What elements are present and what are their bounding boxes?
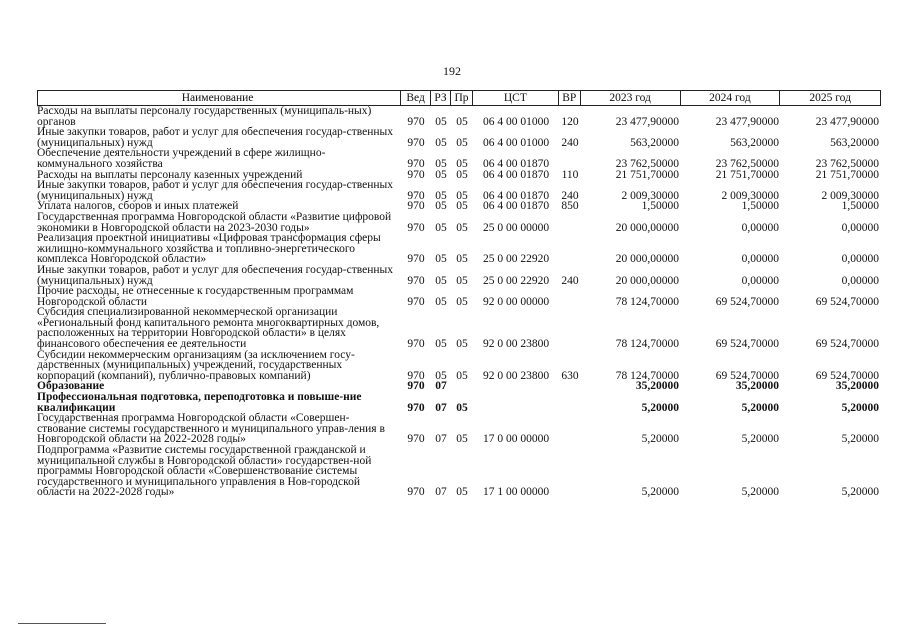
table-row bbox=[37, 180, 881, 201]
cell-name: Государственная программа Новгородской области «Развитие цифровой экономики в Новгородской области на 2023-2030 годы» bbox=[37, 210, 392, 234]
cell-y2025: 21 751,70000 bbox=[815, 168, 879, 181]
cell-y2024: 0,00000 bbox=[741, 253, 779, 266]
cell-pr: 05 bbox=[456, 338, 468, 351]
cell-y2023: 23 762,50000 bbox=[615, 157, 679, 170]
cell-y2024: 23 477,90000 bbox=[715, 115, 779, 128]
header-vr: ВР bbox=[559, 91, 581, 105]
cell-vr: 240 bbox=[561, 189, 579, 202]
cell-name: Расходы на выплаты персоналу государственных (муниципаль-ных) органов bbox=[37, 105, 372, 128]
cell-name: Субсидия специализированной некоммерческой организации «Региональный фонд капитального ремонта многоквартирных домов, расположенных на территории Новгородской области» в целях финансового обеспечения ее деятельности bbox=[37, 306, 380, 351]
cell-y2025: 5,20000 bbox=[841, 486, 879, 499]
header-rz: РЗ bbox=[431, 91, 451, 105]
header-name: Наименование bbox=[38, 91, 401, 105]
cell-cst: 06 4 00 01870 bbox=[482, 168, 550, 181]
table-row bbox=[37, 106, 881, 127]
cell-pr: 05 bbox=[456, 189, 468, 202]
cell-name: Иные закупки товаров, работ и услуг для обеспечения государ-ственных (муниципальных) нужд bbox=[37, 263, 394, 287]
header-2024: 2024 год bbox=[681, 91, 781, 105]
cell-y2023: 20 000,00000 bbox=[615, 221, 679, 234]
cell-pr: 05 bbox=[456, 274, 468, 287]
cell-y2025: 69 524,70000 bbox=[815, 369, 879, 382]
header-2025: 2025 год bbox=[809, 92, 851, 104]
cell-pr: 05 bbox=[456, 115, 468, 128]
cell-y2023: 35,20000 bbox=[635, 380, 679, 393]
cell-ved: 970 bbox=[407, 200, 425, 213]
cell-name: Иные закупки товаров, работ и услуг для обеспечения государ-ственных (муниципальных) нужд bbox=[37, 179, 394, 202]
cell-pr: 05 bbox=[456, 136, 468, 149]
cell-ved: 970 bbox=[407, 168, 425, 181]
cell-cst: 06 4 00 01870 bbox=[482, 157, 550, 170]
footnote-divider bbox=[18, 623, 106, 624]
cell-ved: 970 bbox=[407, 136, 425, 149]
cell-name: Профессиональная подготовка, переподготовка и повыше-ние квалификации bbox=[37, 391, 362, 414]
cell-cst: 92 0 00 00000 bbox=[482, 295, 550, 308]
cell-rz: 05 bbox=[435, 136, 447, 149]
cell-vr: 240 bbox=[561, 136, 579, 149]
cell-pr: 05 bbox=[456, 200, 468, 213]
cell-y2024: 2 009,30000 bbox=[721, 189, 779, 202]
cell-y2025: 23 762,50000 bbox=[815, 157, 879, 170]
cell-cst: 17 1 00 00000 bbox=[482, 486, 550, 499]
table-row bbox=[37, 307, 881, 349]
cell-name: Обеспечение деятельности учреждений в сфере жилищно-коммунального хозяйства bbox=[37, 147, 326, 170]
table-row bbox=[37, 286, 881, 307]
cell-y2023: 21 751,70000 bbox=[615, 168, 679, 181]
table-row bbox=[37, 445, 881, 498]
cell-y2024: 23 762,50000 bbox=[715, 157, 779, 170]
table-row bbox=[37, 212, 881, 233]
cell-rz: 05 bbox=[435, 274, 447, 287]
cell-pr: 05 bbox=[456, 433, 468, 446]
table-row bbox=[37, 392, 881, 413]
cell-y2025: 0,00000 bbox=[841, 274, 879, 287]
cell-cst: 25 0 00 00000 bbox=[482, 221, 550, 234]
cell-y2024: 0,00000 bbox=[741, 221, 779, 234]
cell-vr: 120 bbox=[561, 115, 579, 128]
cell-y2024: 5,20000 bbox=[741, 433, 779, 446]
cell-ved: 970 bbox=[407, 189, 425, 202]
cell-cst: 25 0 00 22920 bbox=[482, 253, 550, 266]
table-row bbox=[37, 148, 881, 169]
cell-rz: 05 bbox=[435, 369, 447, 382]
cell-rz: 07 bbox=[435, 380, 447, 393]
cell-ved: 970 bbox=[407, 274, 425, 287]
cell-y2024: 5,20000 bbox=[741, 486, 779, 499]
cell-rz: 07 bbox=[435, 401, 447, 414]
cell-y2024: 21 751,70000 bbox=[715, 168, 779, 181]
cell-name: Иные закупки товаров, работ и услуг для обеспечения государ-ственных (муниципальных) нужд bbox=[37, 126, 394, 149]
cell-rz: 05 bbox=[435, 221, 447, 234]
cell-cst: 06 4 00 01000 bbox=[482, 115, 550, 128]
cell-y2023: 5,20000 bbox=[641, 401, 679, 414]
cell-rz: 07 bbox=[435, 486, 447, 499]
cell-y2024: 1,50000 bbox=[741, 200, 779, 213]
cell-y2023: 23 477,90000 bbox=[615, 115, 679, 128]
cell-rz: 05 bbox=[435, 338, 447, 351]
table-body bbox=[37, 106, 881, 498]
cell-ved: 970 bbox=[407, 253, 425, 266]
cell-rz: 05 bbox=[435, 157, 447, 170]
cell-name: Подпрограмма «Развитие системы государственной гражданской и муниципальной службы в Новгородской области» государствен-ной программы Новгородской области «Совершенствование системы государственного и муниципального управления в Нов-городской области на 2022-2028 годы» bbox=[37, 444, 372, 499]
cell-y2024: 35,20000 bbox=[735, 380, 779, 393]
table-row bbox=[37, 413, 881, 445]
cell-name: Образование bbox=[37, 380, 105, 393]
cell-ved: 970 bbox=[407, 115, 425, 128]
cell-y2024: 69 524,70000 bbox=[715, 295, 779, 308]
cell-cst: 06 4 00 01870 bbox=[482, 200, 550, 213]
cell-y2025: 5,20000 bbox=[841, 401, 879, 414]
cell-pr: 05 bbox=[456, 401, 468, 414]
cell-pr: 05 bbox=[456, 253, 468, 266]
cell-vr: 850 bbox=[561, 200, 579, 213]
cell-cst: 92 0 00 23800 bbox=[482, 338, 550, 351]
cell-y2023: 78 124,70000 bbox=[615, 295, 679, 308]
cell-name: Государственная программа Новгородской области «Совершен-ствование системы государственного и муниципального управ-ления в Новгородской области на 2022-2028 годы» bbox=[37, 412, 385, 446]
cell-cst: 06 4 00 01870 bbox=[482, 189, 550, 202]
cell-y2023: 78 124,70000 bbox=[615, 369, 679, 382]
cell-ved: 970 bbox=[407, 295, 425, 308]
cell-y2025: 0,00000 bbox=[841, 221, 879, 234]
cell-y2025: 35,20000 bbox=[835, 380, 879, 393]
table-row bbox=[37, 233, 881, 265]
cell-vr: 630 bbox=[561, 369, 579, 382]
cell-name: Прочие расходы, не отнесенные к государственным программам Новгородской области bbox=[37, 285, 354, 308]
cell-cst: 92 0 00 23800 bbox=[482, 369, 550, 382]
cell-y2023: 2 009,30000 bbox=[621, 189, 679, 202]
cell-pr: 05 bbox=[456, 221, 468, 234]
header-ved: Вед bbox=[401, 91, 431, 105]
cell-pr: 05 bbox=[456, 157, 468, 170]
cell-y2025: 2 009,30000 bbox=[821, 189, 879, 202]
cell-y2023: 563,20000 bbox=[630, 136, 679, 149]
cell-ved: 970 bbox=[407, 221, 425, 234]
cell-name: Расходы на выплаты персоналу казенных учреждений bbox=[37, 168, 303, 181]
cell-ved: 970 bbox=[407, 486, 425, 499]
cell-ved: 970 bbox=[407, 338, 425, 351]
cell-rz: 05 bbox=[435, 200, 447, 213]
header-cst: ЦСТ bbox=[473, 91, 559, 105]
cell-rz: 05 bbox=[435, 168, 447, 181]
cell-y2024: 69 524,70000 bbox=[715, 369, 779, 382]
cell-y2025: 23 477,90000 bbox=[815, 115, 879, 128]
cell-ved: 970 bbox=[407, 369, 425, 382]
cell-y2025: 69 524,70000 bbox=[815, 295, 879, 308]
budget-table bbox=[37, 90, 881, 498]
cell-y2025: 5,20000 bbox=[841, 433, 879, 446]
cell-rz: 05 bbox=[435, 115, 447, 128]
cell-pr: 05 bbox=[456, 295, 468, 308]
cell-y2023: 1,50000 bbox=[641, 200, 679, 213]
cell-cst: 17 0 00 00000 bbox=[482, 433, 550, 446]
header-pr: Пр bbox=[451, 91, 473, 105]
cell-cst: 25 0 00 22920 bbox=[482, 274, 550, 287]
table-row bbox=[37, 265, 881, 286]
cell-pr: 05 bbox=[456, 369, 468, 382]
cell-rz: 07 bbox=[435, 433, 447, 446]
cell-y2025: 1,50000 bbox=[841, 200, 879, 213]
cell-rz: 05 bbox=[435, 189, 447, 202]
cell-vr: 110 bbox=[561, 168, 579, 181]
cell-pr: 05 bbox=[456, 168, 468, 181]
cell-y2024: 563,20000 bbox=[730, 136, 779, 149]
cell-rz: 05 bbox=[435, 295, 447, 308]
cell-ved: 970 bbox=[407, 433, 425, 446]
table-row bbox=[37, 127, 881, 148]
table-header bbox=[37, 90, 881, 106]
cell-y2024: 5,20000 bbox=[741, 401, 779, 414]
cell-y2025: 69 524,70000 bbox=[815, 338, 879, 351]
cell-ved: 970 bbox=[407, 401, 425, 414]
table-row bbox=[37, 350, 881, 382]
cell-y2024: 69 524,70000 bbox=[715, 338, 779, 351]
cell-y2025: 563,20000 bbox=[830, 136, 879, 149]
cell-y2023: 78 124,70000 bbox=[615, 338, 679, 351]
cell-name: Субсидии некоммерческим организациям (за исключением госу-дарственных (муниципальных) учреждений, государственных корпораций (компаний), публично-правовых компаний) bbox=[37, 348, 355, 382]
cell-y2023: 20 000,00000 bbox=[615, 274, 679, 287]
cell-y2023: 5,20000 bbox=[641, 433, 679, 446]
cell-y2024: 0,00000 bbox=[741, 274, 779, 287]
cell-y2025: 0,00000 bbox=[841, 253, 879, 266]
cell-cst: 06 4 00 01000 bbox=[482, 136, 550, 149]
cell-ved: 970 bbox=[407, 157, 425, 170]
cell-y2023: 5,20000 bbox=[641, 486, 679, 499]
cell-name: Реализация проектной инициативы «Цифровая трансформация сферы жилищно-коммунального хозяйства и топливно-энергетического комплекса Новгородской области» bbox=[37, 232, 381, 266]
header-2023: 2023 год bbox=[581, 91, 681, 105]
cell-y2023: 20 000,00000 bbox=[615, 253, 679, 266]
cell-ved: 970 bbox=[407, 380, 425, 393]
cell-vr: 240 bbox=[561, 274, 579, 287]
page-number: 192 bbox=[443, 64, 461, 78]
cell-name: Уплата налогов, сборов и иных платежей bbox=[37, 200, 239, 213]
cell-rz: 05 bbox=[435, 253, 447, 266]
cell-pr: 05 bbox=[456, 486, 468, 499]
